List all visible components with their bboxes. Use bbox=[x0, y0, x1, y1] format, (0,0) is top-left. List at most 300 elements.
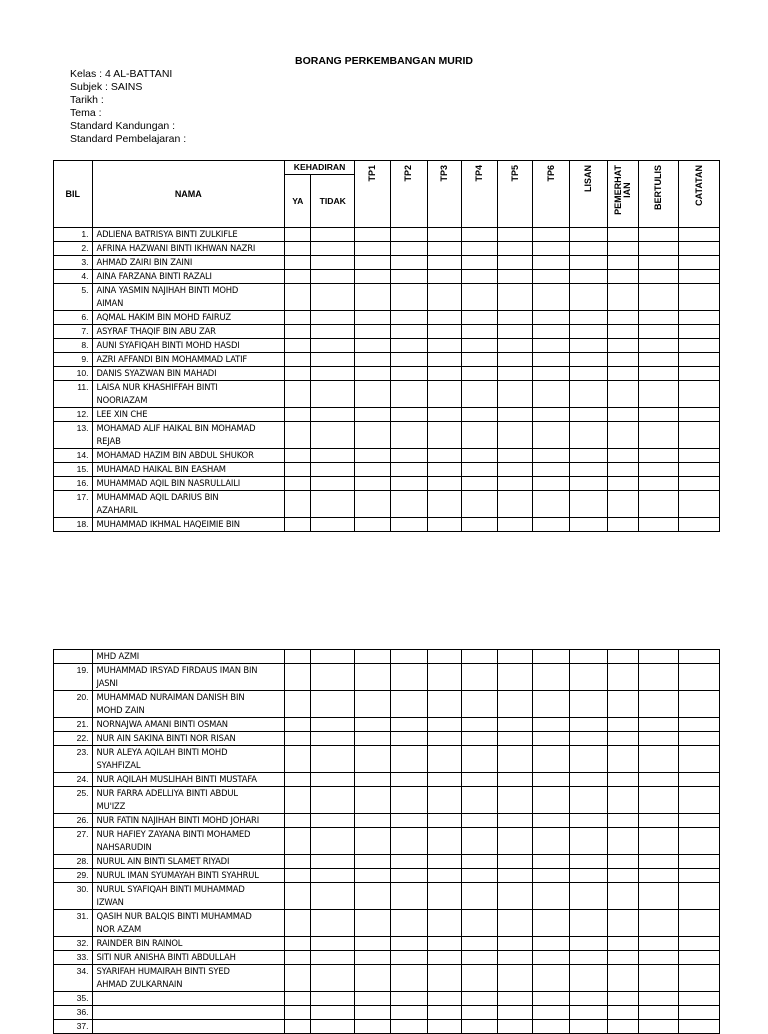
mark-cell[interactable] bbox=[311, 910, 355, 937]
mark-cell[interactable] bbox=[608, 242, 638, 256]
mark-cell[interactable] bbox=[311, 228, 355, 242]
mark-cell[interactable] bbox=[497, 228, 532, 242]
mark-cell[interactable] bbox=[533, 353, 569, 367]
mark-cell[interactable] bbox=[497, 256, 532, 270]
mark-cell[interactable] bbox=[608, 270, 638, 284]
mark-cell[interactable] bbox=[462, 951, 497, 965]
mark-cell[interactable] bbox=[390, 691, 428, 718]
mark-cell[interactable] bbox=[679, 814, 720, 828]
mark-cell[interactable] bbox=[638, 256, 679, 270]
mark-cell[interactable] bbox=[390, 491, 428, 518]
mark-cell[interactable] bbox=[390, 951, 428, 965]
mark-cell[interactable] bbox=[569, 951, 608, 965]
mark-cell[interactable] bbox=[285, 910, 311, 937]
mark-cell[interactable] bbox=[355, 256, 390, 270]
mark-cell[interactable] bbox=[497, 992, 532, 1006]
mark-cell[interactable] bbox=[608, 463, 638, 477]
mark-cell[interactable] bbox=[533, 855, 569, 869]
mark-cell[interactable] bbox=[533, 311, 569, 325]
mark-cell[interactable] bbox=[608, 422, 638, 449]
mark-cell[interactable] bbox=[638, 814, 679, 828]
mark-cell[interactable] bbox=[679, 1020, 720, 1034]
mark-cell[interactable] bbox=[428, 1006, 462, 1020]
mark-cell[interactable] bbox=[608, 381, 638, 408]
mark-cell[interactable] bbox=[533, 718, 569, 732]
mark-cell[interactable] bbox=[608, 408, 638, 422]
mark-cell[interactable] bbox=[497, 732, 532, 746]
mark-cell[interactable] bbox=[311, 408, 355, 422]
mark-cell[interactable] bbox=[462, 270, 497, 284]
mark-cell[interactable] bbox=[569, 1020, 608, 1034]
mark-cell[interactable] bbox=[355, 787, 390, 814]
mark-cell[interactable] bbox=[497, 664, 532, 691]
mark-cell[interactable] bbox=[428, 408, 462, 422]
mark-cell[interactable] bbox=[428, 732, 462, 746]
mark-cell[interactable] bbox=[355, 311, 390, 325]
mark-cell[interactable] bbox=[679, 787, 720, 814]
mark-cell[interactable] bbox=[462, 691, 497, 718]
mark-cell[interactable] bbox=[679, 910, 720, 937]
mark-cell[interactable] bbox=[569, 353, 608, 367]
mark-cell[interactable] bbox=[390, 408, 428, 422]
mark-cell[interactable] bbox=[390, 242, 428, 256]
mark-cell[interactable] bbox=[608, 732, 638, 746]
mark-cell[interactable] bbox=[497, 284, 532, 311]
mark-cell[interactable] bbox=[285, 1006, 311, 1020]
mark-cell[interactable] bbox=[638, 937, 679, 951]
mark-cell[interactable] bbox=[569, 746, 608, 773]
mark-cell[interactable] bbox=[390, 353, 428, 367]
mark-cell[interactable] bbox=[285, 965, 311, 992]
mark-cell[interactable] bbox=[355, 828, 390, 855]
mark-cell[interactable] bbox=[608, 828, 638, 855]
mark-cell[interactable] bbox=[638, 910, 679, 937]
mark-cell[interactable] bbox=[285, 650, 311, 664]
mark-cell[interactable] bbox=[462, 787, 497, 814]
mark-cell[interactable] bbox=[311, 353, 355, 367]
mark-cell[interactable] bbox=[390, 910, 428, 937]
mark-cell[interactable] bbox=[285, 951, 311, 965]
mark-cell[interactable] bbox=[285, 855, 311, 869]
mark-cell[interactable] bbox=[569, 477, 608, 491]
mark-cell[interactable] bbox=[608, 773, 638, 787]
mark-cell[interactable] bbox=[390, 814, 428, 828]
mark-cell[interactable] bbox=[679, 691, 720, 718]
mark-cell[interactable] bbox=[311, 937, 355, 951]
mark-cell[interactable] bbox=[638, 477, 679, 491]
mark-cell[interactable] bbox=[679, 367, 720, 381]
mark-cell[interactable] bbox=[497, 1020, 532, 1034]
mark-cell[interactable] bbox=[428, 773, 462, 787]
mark-cell[interactable] bbox=[608, 664, 638, 691]
mark-cell[interactable] bbox=[638, 325, 679, 339]
mark-cell[interactable] bbox=[497, 270, 532, 284]
mark-cell[interactable] bbox=[679, 491, 720, 518]
mark-cell[interactable] bbox=[569, 422, 608, 449]
mark-cell[interactable] bbox=[497, 325, 532, 339]
mark-cell[interactable] bbox=[285, 270, 311, 284]
mark-cell[interactable] bbox=[428, 855, 462, 869]
mark-cell[interactable] bbox=[355, 814, 390, 828]
mark-cell[interactable] bbox=[428, 746, 462, 773]
mark-cell[interactable] bbox=[638, 951, 679, 965]
mark-cell[interactable] bbox=[462, 408, 497, 422]
mark-cell[interactable] bbox=[608, 311, 638, 325]
mark-cell[interactable] bbox=[569, 367, 608, 381]
mark-cell[interactable] bbox=[428, 367, 462, 381]
mark-cell[interactable] bbox=[390, 1020, 428, 1034]
mark-cell[interactable] bbox=[638, 228, 679, 242]
mark-cell[interactable] bbox=[285, 491, 311, 518]
mark-cell[interactable] bbox=[608, 339, 638, 353]
mark-cell[interactable] bbox=[355, 883, 390, 910]
mark-cell[interactable] bbox=[638, 869, 679, 883]
mark-cell[interactable] bbox=[533, 422, 569, 449]
mark-cell[interactable] bbox=[428, 951, 462, 965]
mark-cell[interactable] bbox=[679, 951, 720, 965]
mark-cell[interactable] bbox=[497, 746, 532, 773]
mark-cell[interactable] bbox=[462, 284, 497, 311]
mark-cell[interactable] bbox=[533, 951, 569, 965]
mark-cell[interactable] bbox=[533, 965, 569, 992]
mark-cell[interactable] bbox=[355, 270, 390, 284]
mark-cell[interactable] bbox=[311, 828, 355, 855]
mark-cell[interactable] bbox=[533, 408, 569, 422]
mark-cell[interactable] bbox=[311, 242, 355, 256]
mark-cell[interactable] bbox=[285, 787, 311, 814]
mark-cell[interactable] bbox=[608, 951, 638, 965]
mark-cell[interactable] bbox=[311, 869, 355, 883]
mark-cell[interactable] bbox=[462, 518, 497, 532]
mark-cell[interactable] bbox=[311, 270, 355, 284]
mark-cell[interactable] bbox=[311, 855, 355, 869]
mark-cell[interactable] bbox=[355, 937, 390, 951]
mark-cell[interactable] bbox=[679, 228, 720, 242]
mark-cell[interactable] bbox=[355, 463, 390, 477]
mark-cell[interactable] bbox=[285, 773, 311, 787]
mark-cell[interactable] bbox=[390, 787, 428, 814]
mark-cell[interactable] bbox=[533, 992, 569, 1006]
mark-cell[interactable] bbox=[679, 463, 720, 477]
mark-cell[interactable] bbox=[497, 718, 532, 732]
mark-cell[interactable] bbox=[608, 1020, 638, 1034]
mark-cell[interactable] bbox=[428, 910, 462, 937]
mark-cell[interactable] bbox=[285, 937, 311, 951]
mark-cell[interactable] bbox=[497, 965, 532, 992]
mark-cell[interactable] bbox=[428, 242, 462, 256]
mark-cell[interactable] bbox=[638, 691, 679, 718]
mark-cell[interactable] bbox=[428, 422, 462, 449]
mark-cell[interactable] bbox=[390, 325, 428, 339]
mark-cell[interactable] bbox=[638, 1020, 679, 1034]
mark-cell[interactable] bbox=[638, 449, 679, 463]
mark-cell[interactable] bbox=[355, 910, 390, 937]
mark-cell[interactable] bbox=[533, 491, 569, 518]
mark-cell[interactable] bbox=[638, 353, 679, 367]
mark-cell[interactable] bbox=[638, 718, 679, 732]
mark-cell[interactable] bbox=[428, 325, 462, 339]
mark-cell[interactable] bbox=[462, 828, 497, 855]
mark-cell[interactable] bbox=[533, 883, 569, 910]
mark-cell[interactable] bbox=[679, 422, 720, 449]
mark-cell[interactable] bbox=[533, 284, 569, 311]
mark-cell[interactable] bbox=[390, 718, 428, 732]
mark-cell[interactable] bbox=[679, 381, 720, 408]
mark-cell[interactable] bbox=[497, 463, 532, 477]
mark-cell[interactable] bbox=[533, 256, 569, 270]
mark-cell[interactable] bbox=[608, 518, 638, 532]
mark-cell[interactable] bbox=[311, 491, 355, 518]
mark-cell[interactable] bbox=[390, 518, 428, 532]
mark-cell[interactable] bbox=[569, 491, 608, 518]
mark-cell[interactable] bbox=[311, 381, 355, 408]
mark-cell[interactable] bbox=[311, 787, 355, 814]
mark-cell[interactable] bbox=[311, 992, 355, 1006]
mark-cell[interactable] bbox=[608, 491, 638, 518]
mark-cell[interactable] bbox=[311, 422, 355, 449]
mark-cell[interactable] bbox=[355, 869, 390, 883]
mark-cell[interactable] bbox=[608, 353, 638, 367]
mark-cell[interactable] bbox=[390, 477, 428, 491]
mark-cell[interactable] bbox=[497, 367, 532, 381]
mark-cell[interactable] bbox=[462, 381, 497, 408]
mark-cell[interactable] bbox=[497, 518, 532, 532]
mark-cell[interactable] bbox=[285, 718, 311, 732]
mark-cell[interactable] bbox=[355, 242, 390, 256]
mark-cell[interactable] bbox=[569, 855, 608, 869]
mark-cell[interactable] bbox=[462, 1006, 497, 1020]
mark-cell[interactable] bbox=[285, 732, 311, 746]
mark-cell[interactable] bbox=[428, 664, 462, 691]
mark-cell[interactable] bbox=[497, 477, 532, 491]
mark-cell[interactable] bbox=[355, 353, 390, 367]
mark-cell[interactable] bbox=[355, 992, 390, 1006]
mark-cell[interactable] bbox=[533, 381, 569, 408]
mark-cell[interactable] bbox=[608, 855, 638, 869]
mark-cell[interactable] bbox=[311, 965, 355, 992]
mark-cell[interactable] bbox=[497, 814, 532, 828]
mark-cell[interactable] bbox=[355, 422, 390, 449]
mark-cell[interactable] bbox=[462, 353, 497, 367]
mark-cell[interactable] bbox=[311, 256, 355, 270]
mark-cell[interactable] bbox=[428, 311, 462, 325]
mark-cell[interactable] bbox=[569, 910, 608, 937]
mark-cell[interactable] bbox=[285, 518, 311, 532]
mark-cell[interactable] bbox=[390, 937, 428, 951]
mark-cell[interactable] bbox=[497, 408, 532, 422]
mark-cell[interactable] bbox=[569, 270, 608, 284]
mark-cell[interactable] bbox=[390, 284, 428, 311]
mark-cell[interactable] bbox=[569, 992, 608, 1006]
mark-cell[interactable] bbox=[679, 650, 720, 664]
mark-cell[interactable] bbox=[497, 855, 532, 869]
mark-cell[interactable] bbox=[285, 746, 311, 773]
mark-cell[interactable] bbox=[679, 965, 720, 992]
mark-cell[interactable] bbox=[355, 367, 390, 381]
mark-cell[interactable] bbox=[608, 910, 638, 937]
mark-cell[interactable] bbox=[638, 408, 679, 422]
mark-cell[interactable] bbox=[311, 746, 355, 773]
mark-cell[interactable] bbox=[569, 311, 608, 325]
mark-cell[interactable] bbox=[679, 449, 720, 463]
mark-cell[interactable] bbox=[311, 732, 355, 746]
mark-cell[interactable] bbox=[285, 463, 311, 477]
mark-cell[interactable] bbox=[428, 650, 462, 664]
mark-cell[interactable] bbox=[355, 449, 390, 463]
mark-cell[interactable] bbox=[608, 965, 638, 992]
mark-cell[interactable] bbox=[285, 408, 311, 422]
mark-cell[interactable] bbox=[638, 491, 679, 518]
mark-cell[interactable] bbox=[608, 937, 638, 951]
mark-cell[interactable] bbox=[428, 353, 462, 367]
mark-cell[interactable] bbox=[355, 718, 390, 732]
mark-cell[interactable] bbox=[311, 311, 355, 325]
mark-cell[interactable] bbox=[428, 284, 462, 311]
mark-cell[interactable] bbox=[462, 664, 497, 691]
mark-cell[interactable] bbox=[533, 650, 569, 664]
mark-cell[interactable] bbox=[355, 518, 390, 532]
mark-cell[interactable] bbox=[428, 463, 462, 477]
mark-cell[interactable] bbox=[608, 691, 638, 718]
mark-cell[interactable] bbox=[285, 242, 311, 256]
mark-cell[interactable] bbox=[285, 325, 311, 339]
mark-cell[interactable] bbox=[497, 339, 532, 353]
mark-cell[interactable] bbox=[608, 650, 638, 664]
mark-cell[interactable] bbox=[311, 664, 355, 691]
mark-cell[interactable] bbox=[355, 773, 390, 787]
mark-cell[interactable] bbox=[355, 491, 390, 518]
mark-cell[interactable] bbox=[311, 1006, 355, 1020]
mark-cell[interactable] bbox=[311, 518, 355, 532]
mark-cell[interactable] bbox=[390, 869, 428, 883]
mark-cell[interactable] bbox=[390, 773, 428, 787]
mark-cell[interactable] bbox=[428, 339, 462, 353]
mark-cell[interactable] bbox=[428, 718, 462, 732]
mark-cell[interactable] bbox=[679, 718, 720, 732]
mark-cell[interactable] bbox=[311, 883, 355, 910]
mark-cell[interactable] bbox=[390, 449, 428, 463]
mark-cell[interactable] bbox=[428, 937, 462, 951]
mark-cell[interactable] bbox=[428, 869, 462, 883]
mark-cell[interactable] bbox=[569, 242, 608, 256]
mark-cell[interactable] bbox=[285, 353, 311, 367]
mark-cell[interactable] bbox=[497, 910, 532, 937]
mark-cell[interactable] bbox=[311, 951, 355, 965]
mark-cell[interactable] bbox=[285, 449, 311, 463]
mark-cell[interactable] bbox=[355, 664, 390, 691]
mark-cell[interactable] bbox=[390, 1006, 428, 1020]
mark-cell[interactable] bbox=[355, 339, 390, 353]
mark-cell[interactable] bbox=[569, 883, 608, 910]
mark-cell[interactable] bbox=[462, 228, 497, 242]
mark-cell[interactable] bbox=[355, 1020, 390, 1034]
mark-cell[interactable] bbox=[569, 965, 608, 992]
mark-cell[interactable] bbox=[355, 746, 390, 773]
mark-cell[interactable] bbox=[428, 965, 462, 992]
mark-cell[interactable] bbox=[285, 664, 311, 691]
mark-cell[interactable] bbox=[638, 422, 679, 449]
mark-cell[interactable] bbox=[428, 992, 462, 1006]
mark-cell[interactable] bbox=[355, 691, 390, 718]
mark-cell[interactable] bbox=[462, 855, 497, 869]
mark-cell[interactable] bbox=[428, 814, 462, 828]
mark-cell[interactable] bbox=[533, 1006, 569, 1020]
mark-cell[interactable] bbox=[497, 773, 532, 787]
mark-cell[interactable] bbox=[638, 311, 679, 325]
mark-cell[interactable] bbox=[533, 228, 569, 242]
mark-cell[interactable] bbox=[533, 463, 569, 477]
mark-cell[interactable] bbox=[428, 691, 462, 718]
mark-cell[interactable] bbox=[497, 937, 532, 951]
mark-cell[interactable] bbox=[679, 992, 720, 1006]
mark-cell[interactable] bbox=[569, 732, 608, 746]
mark-cell[interactable] bbox=[608, 477, 638, 491]
mark-cell[interactable] bbox=[569, 787, 608, 814]
mark-cell[interactable] bbox=[638, 242, 679, 256]
mark-cell[interactable] bbox=[462, 242, 497, 256]
mark-cell[interactable] bbox=[533, 339, 569, 353]
mark-cell[interactable] bbox=[462, 910, 497, 937]
mark-cell[interactable] bbox=[311, 463, 355, 477]
mark-cell[interactable] bbox=[311, 814, 355, 828]
mark-cell[interactable] bbox=[355, 951, 390, 965]
mark-cell[interactable] bbox=[462, 732, 497, 746]
mark-cell[interactable] bbox=[497, 787, 532, 814]
mark-cell[interactable] bbox=[355, 228, 390, 242]
mark-cell[interactable] bbox=[679, 242, 720, 256]
mark-cell[interactable] bbox=[285, 477, 311, 491]
mark-cell[interactable] bbox=[608, 787, 638, 814]
mark-cell[interactable] bbox=[638, 518, 679, 532]
mark-cell[interactable] bbox=[390, 311, 428, 325]
mark-cell[interactable] bbox=[462, 311, 497, 325]
mark-cell[interactable] bbox=[462, 773, 497, 787]
mark-cell[interactable] bbox=[355, 855, 390, 869]
mark-cell[interactable] bbox=[679, 339, 720, 353]
mark-cell[interactable] bbox=[462, 491, 497, 518]
mark-cell[interactable] bbox=[569, 463, 608, 477]
mark-cell[interactable] bbox=[497, 242, 532, 256]
mark-cell[interactable] bbox=[497, 883, 532, 910]
mark-cell[interactable] bbox=[533, 325, 569, 339]
mark-cell[interactable] bbox=[638, 732, 679, 746]
mark-cell[interactable] bbox=[497, 650, 532, 664]
mark-cell[interactable] bbox=[638, 965, 679, 992]
mark-cell[interactable] bbox=[638, 284, 679, 311]
mark-cell[interactable] bbox=[608, 718, 638, 732]
mark-cell[interactable] bbox=[285, 422, 311, 449]
mark-cell[interactable] bbox=[533, 910, 569, 937]
mark-cell[interactable] bbox=[679, 284, 720, 311]
mark-cell[interactable] bbox=[390, 965, 428, 992]
mark-cell[interactable] bbox=[285, 883, 311, 910]
mark-cell[interactable] bbox=[390, 270, 428, 284]
mark-cell[interactable] bbox=[285, 381, 311, 408]
mark-cell[interactable] bbox=[679, 518, 720, 532]
mark-cell[interactable] bbox=[608, 869, 638, 883]
mark-cell[interactable] bbox=[533, 828, 569, 855]
mark-cell[interactable] bbox=[428, 1020, 462, 1034]
mark-cell[interactable] bbox=[638, 270, 679, 284]
mark-cell[interactable] bbox=[569, 718, 608, 732]
mark-cell[interactable] bbox=[390, 883, 428, 910]
mark-cell[interactable] bbox=[569, 518, 608, 532]
mark-cell[interactable] bbox=[533, 746, 569, 773]
mark-cell[interactable] bbox=[462, 650, 497, 664]
mark-cell[interactable] bbox=[355, 408, 390, 422]
mark-cell[interactable] bbox=[355, 965, 390, 992]
mark-cell[interactable] bbox=[428, 787, 462, 814]
